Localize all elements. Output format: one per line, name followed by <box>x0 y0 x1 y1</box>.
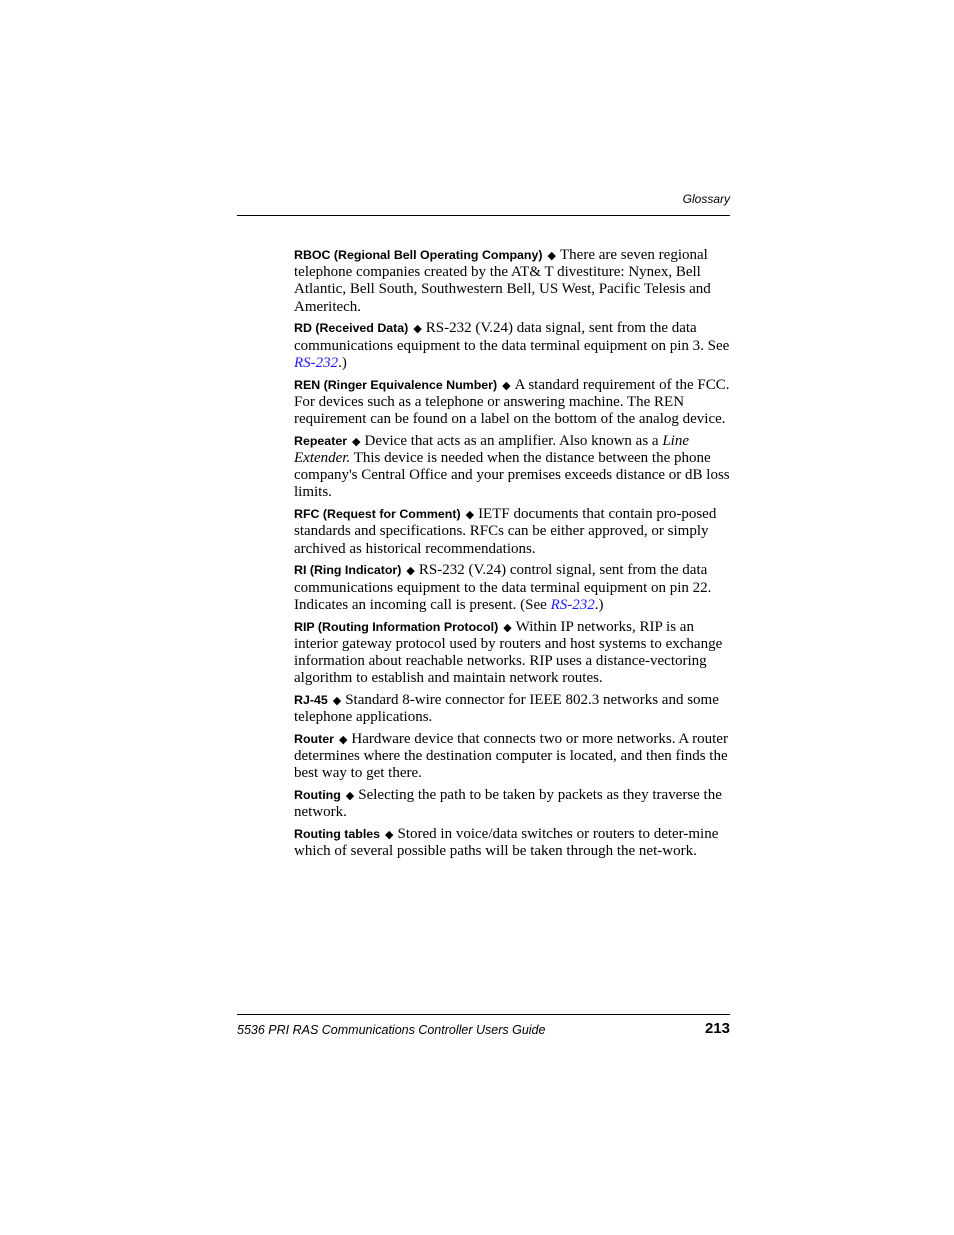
diamond-separator-icon: ◆ <box>413 322 422 336</box>
entry-term: REN (Ringer Equivalence Number) <box>294 377 498 392</box>
diamond-separator-icon: ◆ <box>502 378 511 392</box>
glossary-entry-routing-tables <box>294 826 730 860</box>
diamond-separator-icon: ◆ <box>503 620 512 634</box>
entry-term: RFC (Request for Comment) <box>294 507 461 522</box>
entry-definition: Standard 8-wire connector for IEEE 802.3 networks and some telephone applications. <box>294 692 719 726</box>
diamond-separator-icon: ◆ <box>406 564 415 578</box>
entry-definition: A standard requirement of the FCC. For devices such as a telephone or answering machine. The REN requirement can be found on a label on the bottom of the analog device. <box>294 376 730 428</box>
cross-reference-link-rs232[interactable]: RS-232 <box>294 354 339 371</box>
glossary-entry-routing <box>294 787 730 821</box>
diamond-separator-icon: ◆ <box>338 733 348 747</box>
header-divider <box>237 215 730 216</box>
entry-term: Router <box>294 732 334 747</box>
entry-definition: Device that acts as an amplifier. Also known as a <box>364 432 663 449</box>
entry-definition: RS-232 (V.24) data signal, sent from the data communications equipment to the data terminal equipment on pin 3. See <box>294 320 730 354</box>
glossary-entry-ren <box>294 377 730 429</box>
entry-term: RI (Ring Indicator) <box>294 563 402 578</box>
running-header: Glossary <box>682 192 730 206</box>
diamond-separator-icon: ◆ <box>465 508 475 522</box>
entry-definition-tail: This device is needed when the distance between the phone company's Central Office and your premises exceeds distance or dB loss limits. <box>294 450 730 501</box>
glossary-entry-rfc <box>294 506 730 558</box>
diamond-separator-icon: ◆ <box>385 828 394 842</box>
entry-definition: IETF documents that contain pro-posed standards and specifications. RFCs can be either approved, or simply archived as historical recommendations. <box>294 506 717 557</box>
entry-definition: Within IP networks, RIP is an interior gateway protocol used by routers and host systems to exchange information about reachable networks. RIP uses a distance-vectoring algorithm to establish and maintain network routes. <box>294 618 723 687</box>
glossary-entry-rj45 <box>294 692 730 726</box>
glossary-entry-repeater <box>294 433 730 502</box>
entry-term: RIP (Routing Information Protocol) <box>294 619 499 634</box>
entry-term: Repeater <box>294 433 348 448</box>
entry-term: RJ-45 <box>294 693 328 708</box>
entry-definition: There are seven regional telephone companies created by the AT& T divestiture: Nynex, Bell Atlantic, Bell South, Southwestern Bell, US West, Pacific Telesis and Ameritech. <box>294 247 711 315</box>
entry-definition: Stored in voice/data switches or routers to deter-mine which of several possible paths will be taken through the net-work. <box>294 826 719 860</box>
entry-definition: Hardware device that connects two or more networks. A router determines where the destination computer is located, and then finds the best way to get there. <box>294 731 728 782</box>
glossary-entry-rip <box>294 619 730 688</box>
diamond-separator-icon: ◆ <box>352 434 361 448</box>
entry-definition-tail: .) <box>338 354 347 371</box>
entry-definition: Selecting the path to be taken by packets as they traverse the network. <box>294 787 722 821</box>
entry-term: RD (Received Data) <box>294 321 409 336</box>
glossary-entry-rboc <box>294 247 730 316</box>
glossary-entry-router <box>294 731 730 783</box>
entry-definition: RS-232 (V.24) control signal, sent from the data communications equipment to the data terminal equipment on pin 22. Indicates an incoming call is present. (See <box>294 562 712 613</box>
cross-reference-link-rs232[interactable]: RS-232 <box>550 596 595 613</box>
diamond-separator-icon: ◆ <box>547 249 556 262</box>
diamond-separator-icon: ◆ <box>332 694 342 708</box>
glossary-entry-rd <box>294 320 730 372</box>
entry-definition-tail: .) <box>594 596 604 613</box>
entry-term: RBOC (Regional Bell Operating Company) <box>294 248 543 262</box>
page-number: 213 <box>704 1020 730 1037</box>
entry-emphasis: Line Extender. <box>294 432 690 467</box>
footer-document-title: 5536 PRI RAS Communications Controller Users Guide <box>237 1023 546 1037</box>
diamond-separator-icon: ◆ <box>345 789 355 803</box>
glossary-entries <box>294 247 730 865</box>
entry-term: Routing tables <box>294 827 381 842</box>
entry-term: Routing <box>294 788 341 803</box>
footer-divider <box>237 1014 730 1015</box>
glossary-entry-ri <box>294 562 730 614</box>
